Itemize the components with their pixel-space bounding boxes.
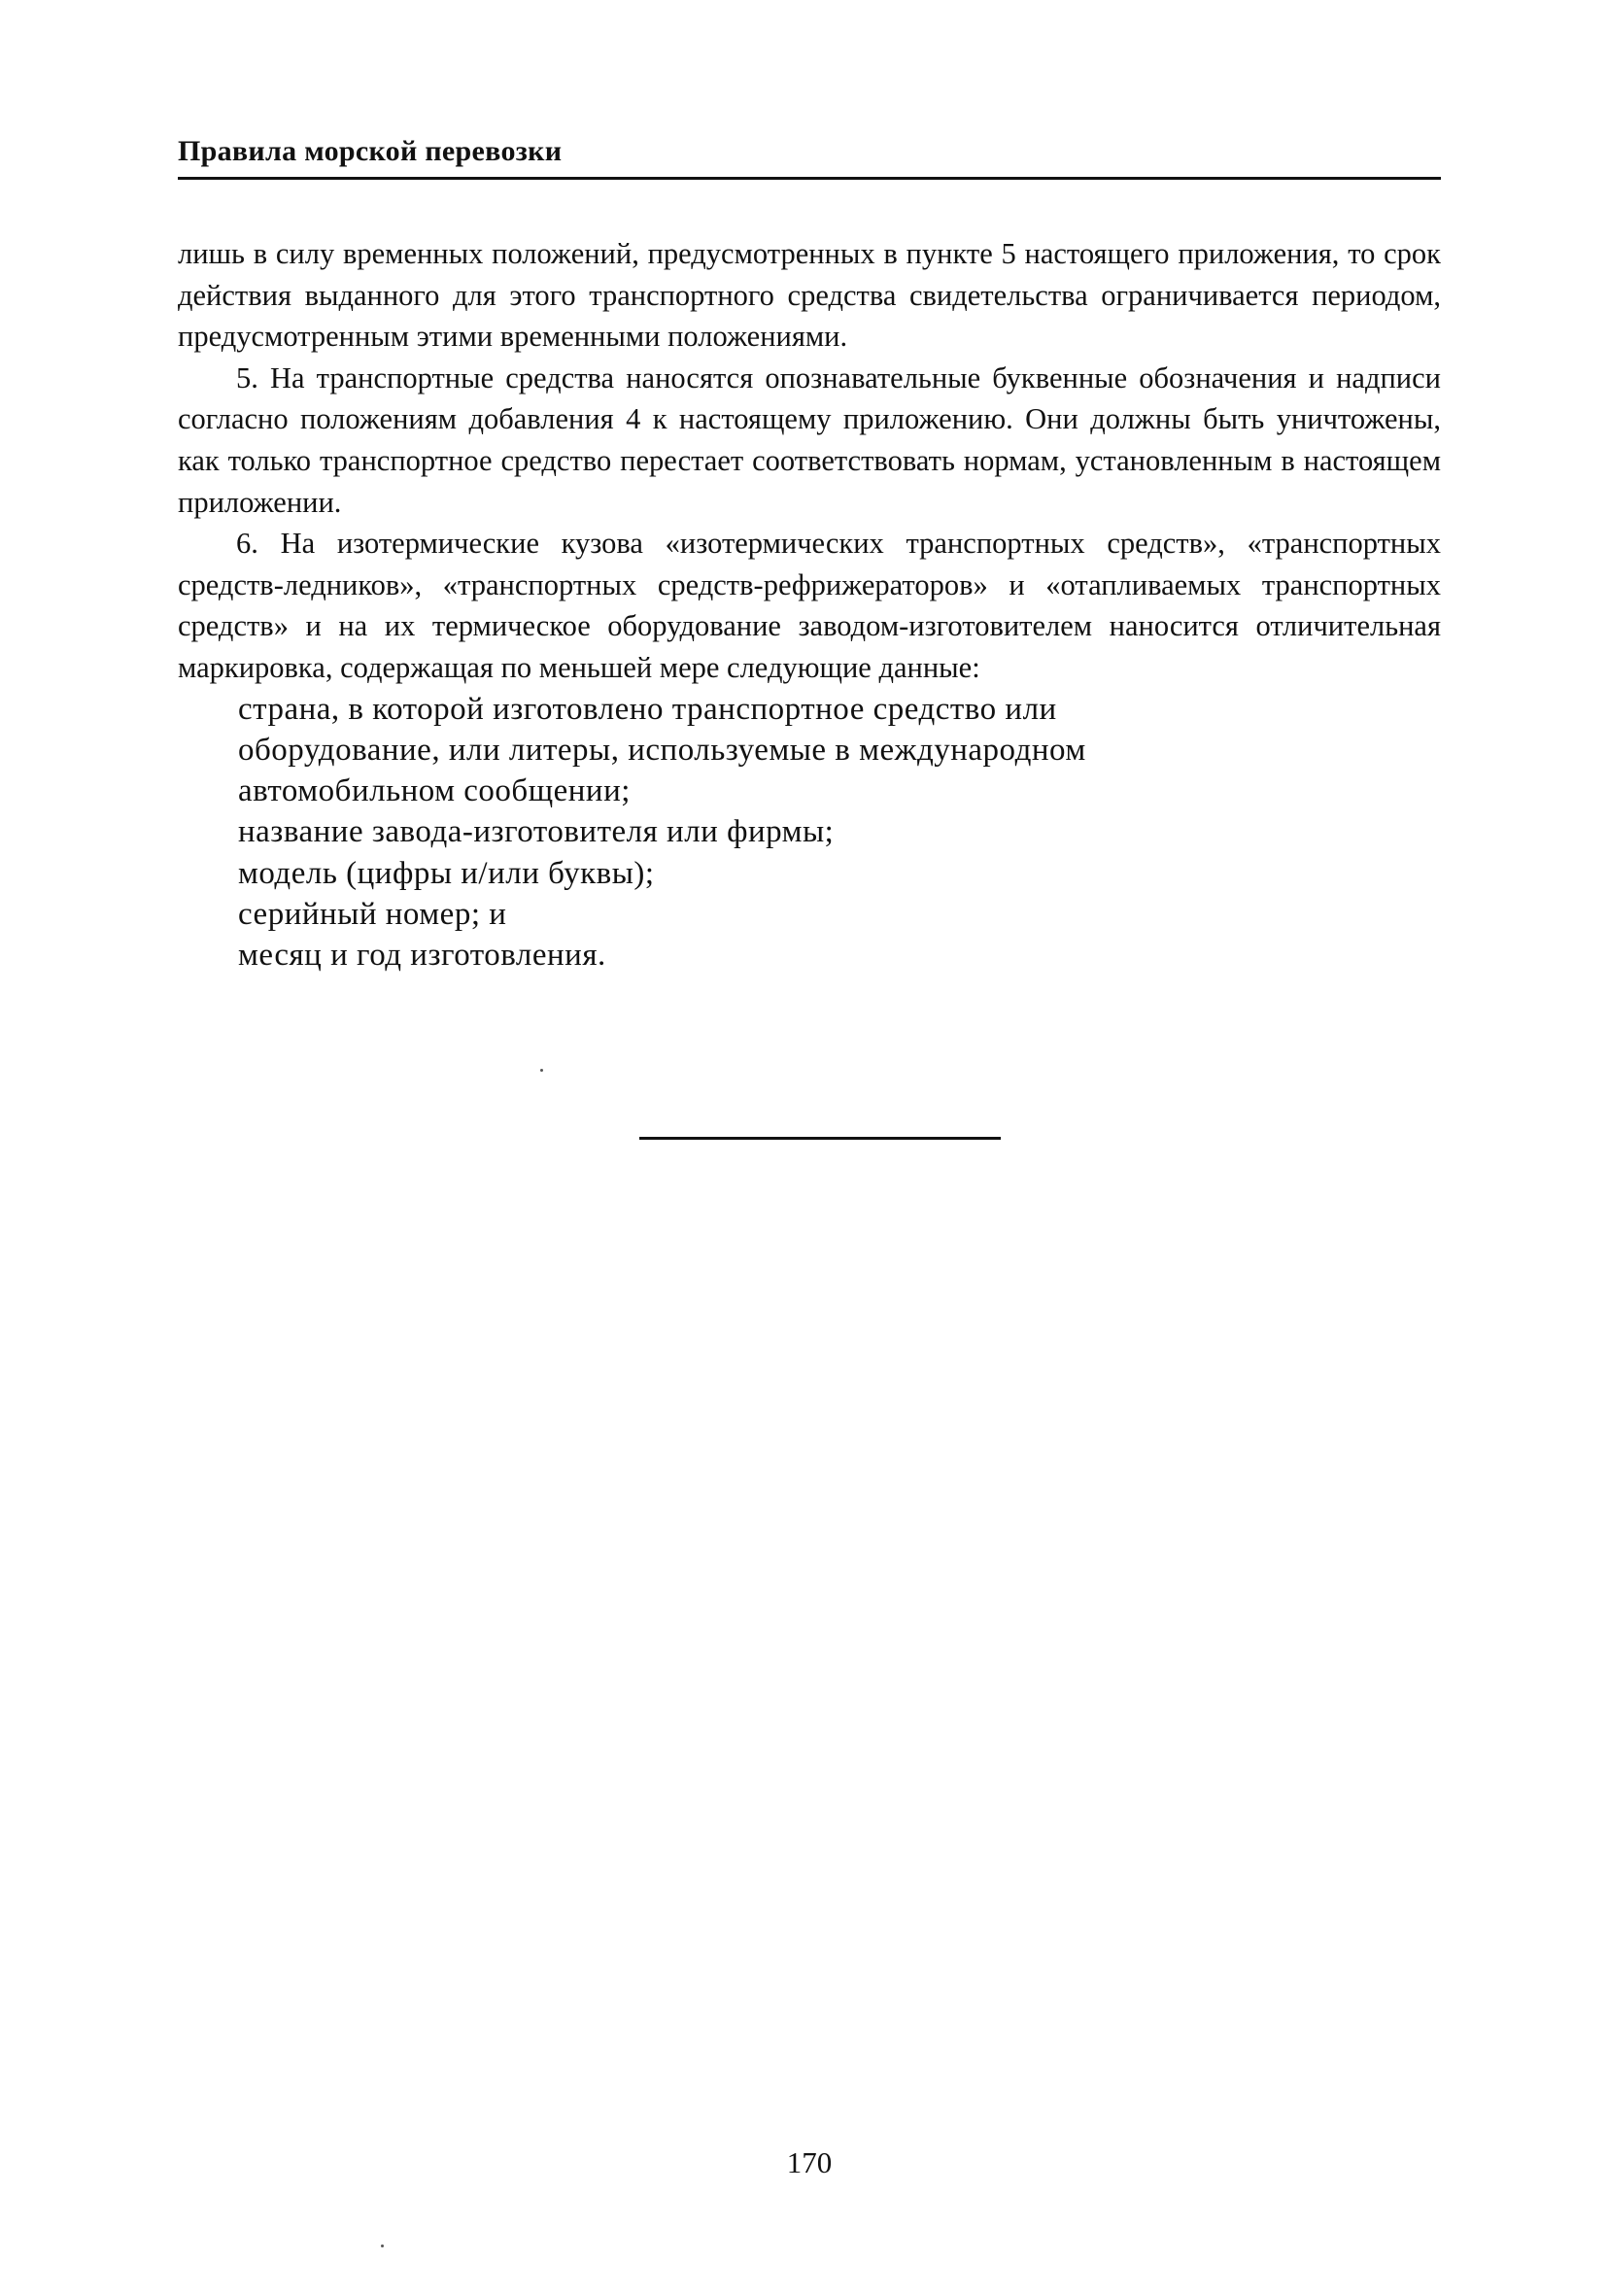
list-item: название завода-изготовителя или фирмы;: [238, 814, 835, 850]
list-item: месяц и год изготовления.: [238, 938, 606, 974]
scan-speck: [540, 1069, 543, 1072]
list-item: страна, в которой изготовлено транспортное средство или: [238, 691, 1057, 727]
running-header: Правила морской перевозки: [178, 135, 563, 167]
marking-data-list: [178, 689, 1441, 977]
list-item: оборудование, или литеры, используемые в международном: [238, 732, 1086, 768]
body-text: [178, 233, 1441, 977]
paragraph-6: 6. На изотермические кузова «изотермических транспортных средств», «транспортных средств-ледников», «транспортных средств-рефрижераторов» и «отапливаемых транспортных средств» и на их термическое оборудование заводом-изготовителем наносится отличительная маркировка, содержащая по меньшей мере следующие данные:: [178, 527, 1441, 684]
paragraph-continuation: лишь в силу временных положений, предусмотренных в пункте 5 настоящего приложения, то срок действия выданного для этого транспортного средства свидетельства ограничивается периодом, предусмотренным этими временными положениями.: [178, 237, 1441, 354]
list-item: модель (цифры и/или буквы);: [238, 855, 655, 891]
paragraph-5: 5. На транспортные средства наносятся опознавательные буквенные обозначения и надписи согласно положениям добавления 4 к настоящему приложению. Они должны быть уничтожены, как только транспортное средство перестает соответствовать нормам, установленным в настоящем приложении.: [178, 360, 1441, 519]
end-of-text-rule: [639, 1137, 1001, 1140]
page-number: 170: [786, 2145, 833, 2179]
header-rule: [178, 177, 1441, 180]
list-item: автомобильном сообщении;: [238, 773, 631, 809]
scan-speck: [381, 2245, 384, 2247]
list-item: серийный номер; и: [238, 897, 507, 933]
